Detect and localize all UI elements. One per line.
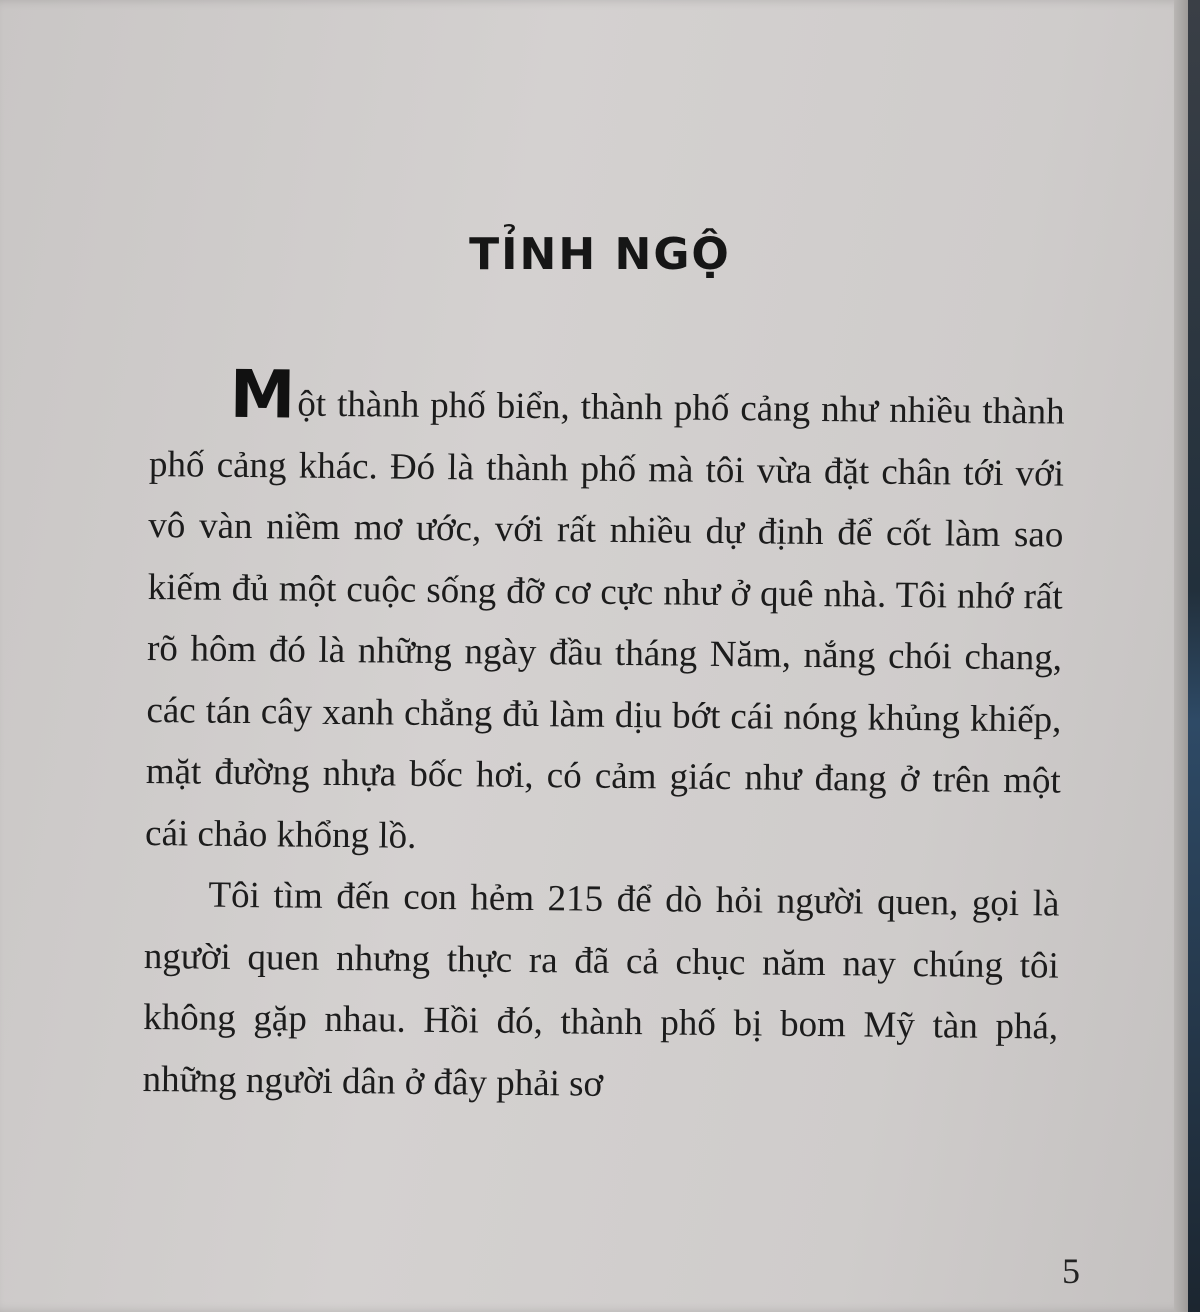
chapter-title: TỈNH NGỘ [469, 229, 731, 281]
paragraph-1 [144, 355, 1065, 874]
drop-cap: M [229, 355, 296, 434]
page-number: 5 [1062, 1251, 1080, 1291]
page-edge [1174, 0, 1188, 1312]
paragraph-2 [142, 864, 1060, 1120]
paragraph-2-text: Tôi tìm đến con hẻm 215 để dò hỏi người quen, gọi là người quen nhưng thực ra đã cả chục năm nay chúng tôi không gặp nhau. Hồi đó, thành phố bị bom Mỹ tàn phá, những người dân ở đây phải sơ [142, 874, 1060, 1105]
background-edge [1188, 0, 1200, 1312]
paragraph-1-text: ột thành phố biển, thành phố cảng như nhiều thành phố cảng khác. Đó là thành phố mà tôi vừa đặt chân tới với vô vàn niềm mơ ước, với rất nhiều dự định để cốt làm sao kiếm đủ một cuộc sống đỡ cơ cực như ở quê nhà. Tôi nhớ rất rõ hôm đó là những ngày đầu tháng Năm, nắng chói chang, các tán cây xanh chẳng đủ làm dịu bớt cái nóng khủng khiếp, mặt đường nhựa bốc hơi, có cảm giác như đang ở trên một cái chảo khổng lồ. [144, 383, 1065, 857]
body-text [142, 355, 1065, 1120]
